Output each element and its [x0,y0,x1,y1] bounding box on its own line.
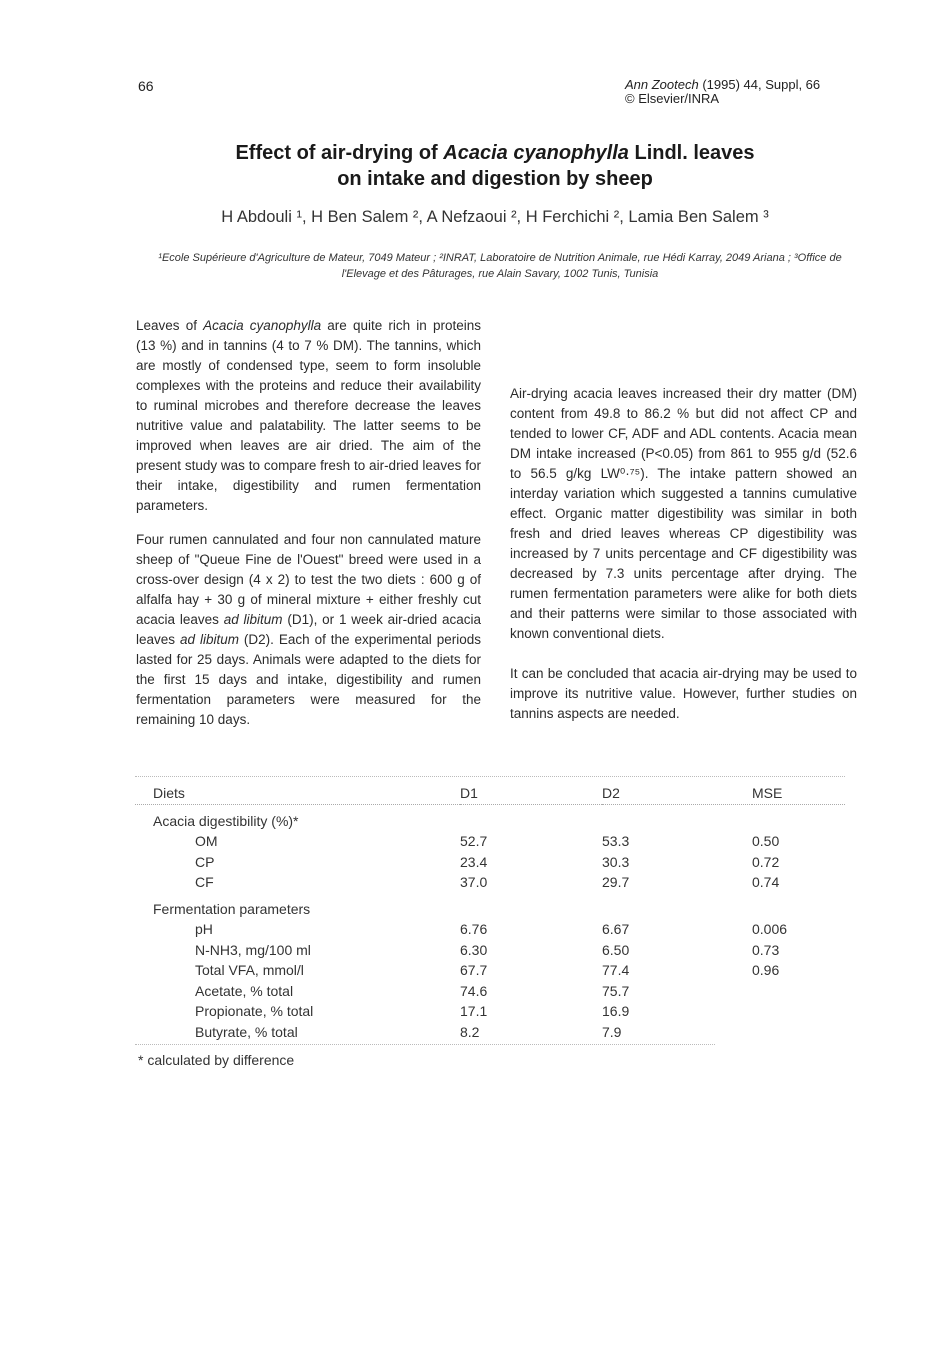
journal-volume: (1995) 44, Suppl, 66 [698,77,821,92]
cell-d2: 53.3 [602,833,630,850]
journal-line-1 [625,78,820,92]
table-bottom-rule [135,1044,715,1045]
ad-libitum-term-2: ad libitum [179,632,239,647]
body-column-right [510,314,857,724]
group-fermentation-parameters [135,893,845,920]
cell-d1: 52.7 [460,833,488,850]
table-footnote: * calculated by difference [138,1052,295,1068]
page-number: 66 [138,78,154,94]
results-table [135,783,845,1042]
title-line-2: on intake and digestion by sheep [337,168,653,190]
body-column-left [136,316,481,730]
title-text: Effect of air-drying of [235,142,444,164]
header-diets: Diets [135,783,460,804]
cell-mse: 0.74 [752,874,780,891]
cell-d1: 17.1 [460,1003,488,1020]
row-label: Butyrate, % total [195,1023,298,1040]
table-row [135,852,845,873]
methods-text-end: (D2). Each of the experimental periods lasted for 25 days. Animals were adapted to the diets for the first 15 days and intake, digestibility and rumen fermentation parameters were measured for the remaining 10 days. [136,632,482,727]
cell-d2: 77.4 [602,962,630,979]
cell-d1: 6.30 [460,941,488,958]
table-row [135,1022,845,1043]
row-label: CF [195,874,214,891]
table-row [135,872,845,893]
title-line-1 [100,140,890,166]
cell-mse [752,1022,845,1043]
row-label: N-NH3, mg/100 ml [195,941,311,958]
methods-text: Four rumen cannulated and four non cannulated mature sheep of "Queue Fine de l'Ouest" breed were used in a cross-over design (4 x 2) to test the two diets : 600 g of alfalfa hay + 30 g of mineral mixture + either freshly cut acacia leaves [136,532,481,627]
cell-mse [752,981,845,1002]
journal-citation [625,78,820,106]
table-header-row [135,783,845,804]
cell-d2: 29.7 [602,874,630,891]
header-d1: D1 [460,783,602,804]
header-d2: D2 [602,783,752,804]
journal-line-2: © Elsevier/INRA [625,91,720,106]
cell-d2: 6.50 [602,941,630,958]
row-label: pH [195,921,213,938]
cell-mse: 0.50 [752,833,780,850]
row-label: Total VFA, mmol/l [195,962,304,979]
table-row [135,1001,845,1022]
table-top-rule [135,776,845,777]
journal-name: Ann Zootech [625,77,699,92]
ad-libitum-term: ad libitum [223,612,283,627]
paragraph-results: Air-drying acacia leaves increased their dry matter (DM) content from 49.8 to 86.2 % but did not affect CP and tended to lower CF, ADF and ADL contents. Acacia mean DM intake increased (P<0.05) from 861 to 955 g/d (52.6 to 56.5 g/kg LW⁰·⁷⁵). The intake pattern showed an interday variation which suggested a tannins cumulative effect. Organic matter digestibility was similar in both fresh and dried leaves whereas CP digestibility was increased by 7 units percentage and CF digestibility was decreased by 7.3 units percentage after drying. The rumen fermentation parameters were alike for both diets and their patterns were similar to those associated with known conventional diets. [510,386,857,641]
cell-mse: 0.72 [752,853,780,870]
intro-text: Leaves of [136,318,204,333]
cell-mse: 0.96 [752,962,780,979]
cell-d1: 74.6 [460,982,488,999]
cell-d1: 23.4 [460,853,488,870]
table-row [135,960,845,981]
row-label: CP [195,853,215,870]
title-species: Acacia cyanophylla [443,142,629,164]
table-row [135,919,845,940]
species-name: Acacia cyanophylla [203,318,322,333]
cell-mse [752,1001,845,1022]
author-list: H Abdouli ¹, H Ben Salem ², A Nefzaoui ², H Ferchichi ², Lamia Ben Salem ³ [221,208,769,226]
cell-d2: 75.7 [602,982,630,999]
intro-text-cont: are quite rich in proteins (13 %) and in tannins (4 to 7 % DM). The tannins, which are mostly of condensed type, seem to form insoluble complexes with the proteins and reduce their availability to ruminal microbes and therefore decrease the leaves nutritive value and palatability. The latter seems to be improved when leaves are air dried. The aim of the present study was to compare fresh to air-dried leaves for their intake, digestibility and rumen fermentation parameters. [136,318,481,513]
paragraph-introduction [136,316,481,516]
table-row [135,831,845,852]
cell-d2: 7.9 [602,1023,622,1040]
group-label: Acacia digestibility (%)* [153,812,299,829]
methods-text-cont: (D1), or 1 week air-dried acacia leaves [136,612,481,647]
article-title [100,140,890,192]
cell-d2: 16.9 [602,1003,630,1020]
row-label: OM [195,833,218,850]
row-label: Propionate, % total [195,1003,314,1020]
row-label: Acetate, % total [195,982,294,999]
cell-d1: 67.7 [460,962,488,979]
cell-mse: 0.006 [752,921,788,938]
cell-d1: 37.0 [460,874,488,891]
paragraph-methods [136,530,481,730]
cell-d1: 6.76 [460,921,488,938]
cell-d2: 6.67 [602,921,630,938]
cell-mse: 0.73 [752,941,780,958]
group-acacia-digestibility [135,804,845,831]
affiliations: ¹Ecole Supérieure d'Agriculture de Mateur, 7049 Mateur ; ²INRAT, Laboratoire de Nutrition Animale, rue Hédi Karray, 2049 Ariana ; ³Office de l'Elevage et des Pâturages, rue Alain Savary, 1002 Tunis, Tunisia [158,252,842,280]
paragraph-conclusion: It can be concluded that acacia air-drying may be used to improve its nutritive value. However, further studies on tannins aspects are needed. [510,666,857,721]
header-mse: MSE [752,783,845,804]
cell-d1: 8.2 [460,1023,480,1040]
table-row [135,940,845,961]
table-row [135,981,845,1002]
group-label: Fermentation parameters [153,900,311,917]
cell-d2: 30.3 [602,853,630,870]
title-text-end: Lindl. leaves [628,142,755,164]
